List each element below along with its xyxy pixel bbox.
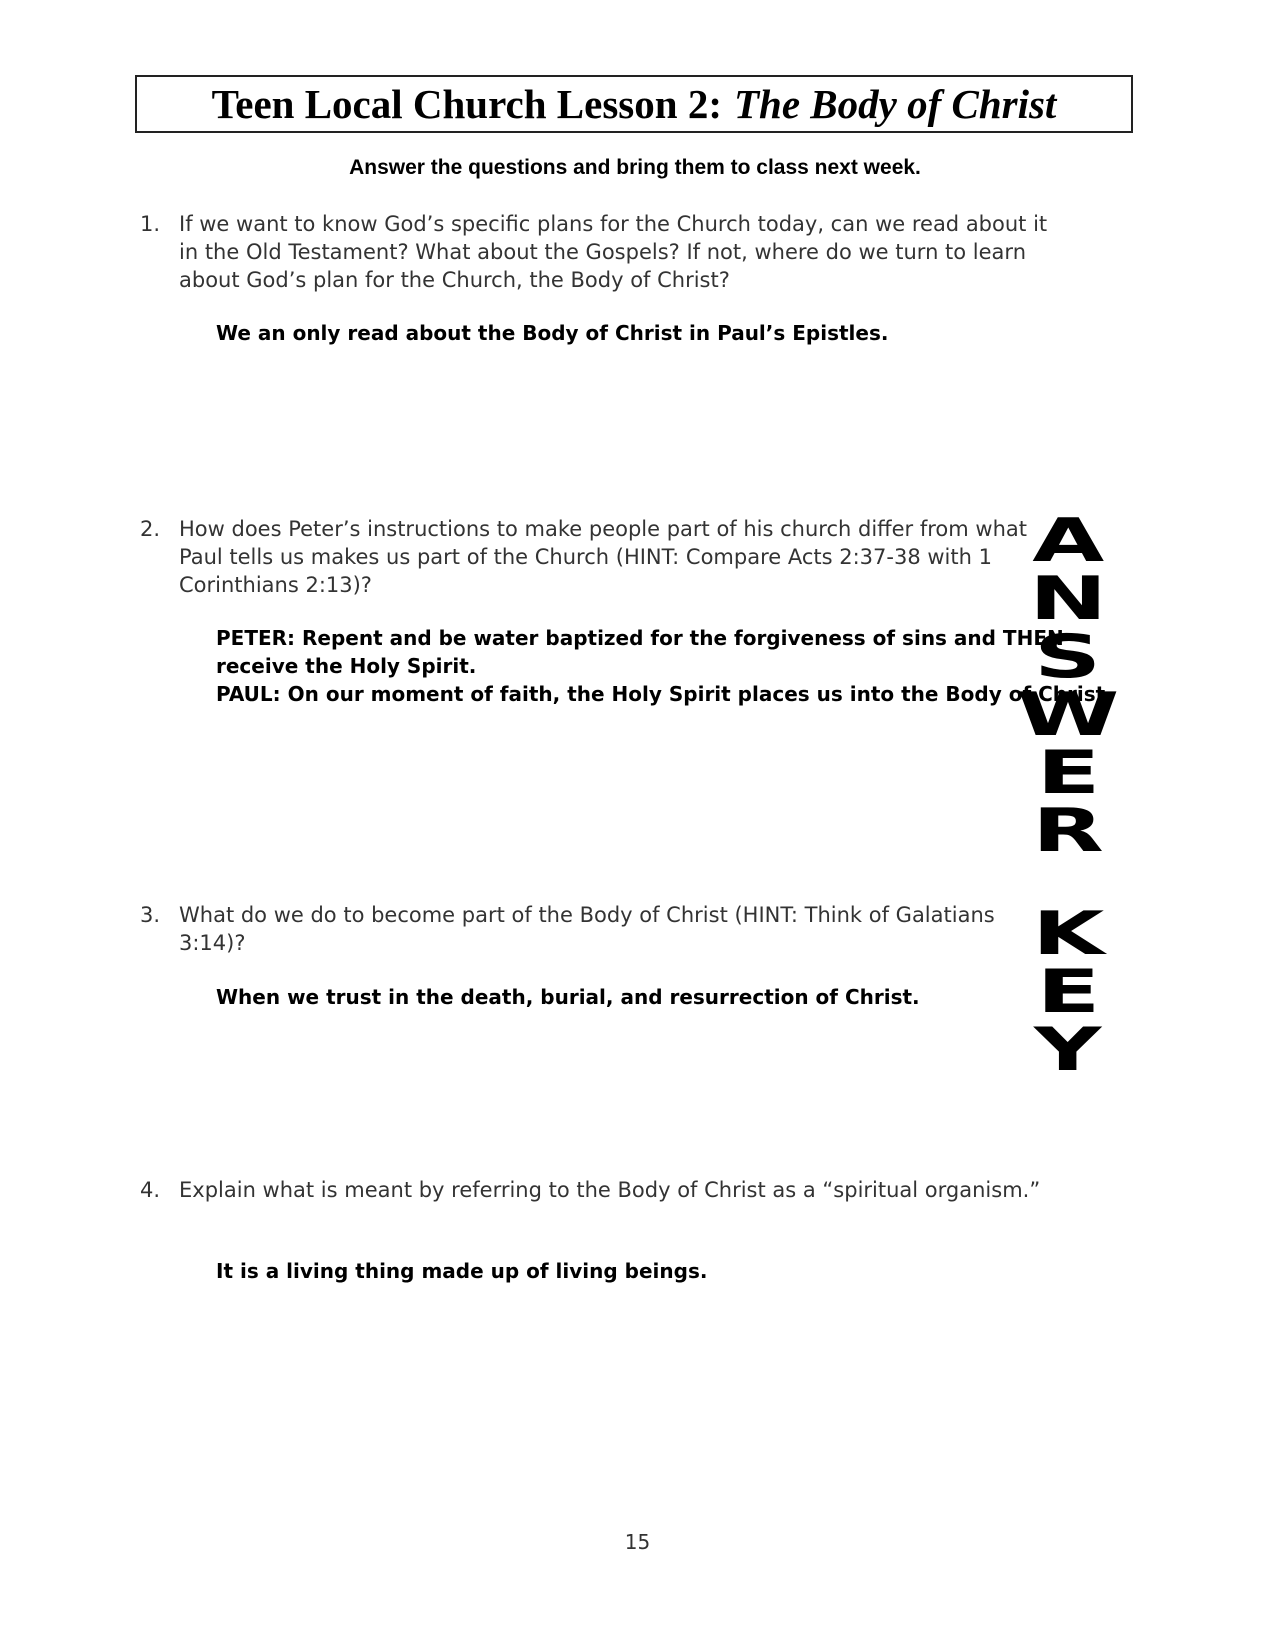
question-line: How does Peter’s instructions to make people part of his church differ from what [179,517,1027,541]
question-number: 1. [140,212,161,236]
answer-2 [216,624,1106,708]
answer-line: We an only read about the Body of Christ in Paul’s Epistles. [216,321,889,345]
answer-key-letter: S [1034,622,1102,692]
answer-key-letter: A [1032,506,1104,576]
question-number: 3. [140,903,161,927]
question-line: Corinthians 2:13)? [179,573,372,597]
lesson-title [135,75,1133,133]
answer-1 [216,319,1086,347]
question-number: 4. [140,1178,161,1202]
answer-line: When we trust in the death, burial, and resurrection of Christ. [216,985,920,1009]
answer-key-letter: W [1016,680,1120,750]
question-line: in the Old Testament? What about the Gospels? If not, where do we turn to learn [179,240,1027,264]
question-line: Paul tells us makes us part of the Church (HINT: Compare Acts 2:37-38 with 1 [179,545,992,569]
answer-line: It is a living thing made up of living beings. [216,1259,708,1283]
question-line: Explain what is meant by referring to the Body of Christ as a “spiritual organism.” [179,1178,1041,1202]
title-main: Teen Local Church Lesson 2: [211,81,722,127]
question-line: What do we do to become part of the Body of Christ (HINT: Think of Galatians [179,903,995,927]
page-number: 15 [624,1530,651,1554]
answer-3 [216,983,1086,1011]
answer-key-letter: E [1036,957,1100,1027]
question-text [179,515,1080,599]
question-1 [140,210,1080,294]
answer-line: receive the Holy Spirit. [216,654,477,678]
instruction: Answer the questions and bring them to class next week. [349,156,921,179]
answer-key-word-answer [1013,506,1123,866]
question-2 [140,515,1080,599]
answer-key-letter: N [1029,564,1107,634]
question-text [179,901,1080,957]
answer-line: PAUL: On our moment of faith, the Holy Spirit places us into the Body of Christ [216,682,1106,706]
answer-key-letter: E [1036,738,1100,808]
answer-key-letter: K [1031,899,1105,969]
question-line: 3:14)? [179,931,246,955]
question-line: about God’s plan for the Church, the Body of Christ? [179,268,730,292]
answer-key-letter: Y [1034,1015,1102,1085]
question-text [179,210,1080,294]
answer-key-word-key [1013,899,1123,1085]
question-4 [140,1176,1080,1204]
question-number: 2. [140,517,161,541]
question-text [179,1176,1080,1204]
question-3 [140,901,1080,957]
question-line: If we want to know God’s specific plans for the Church today, can we read about it [179,212,1048,236]
answer-key-letter: R [1032,796,1104,866]
title-italic: The Body of Christ [733,81,1057,127]
answer-4 [216,1257,1086,1285]
answer-line: PETER: Repent and be water baptized for the forgiveness of sins and THEN [216,626,1064,650]
